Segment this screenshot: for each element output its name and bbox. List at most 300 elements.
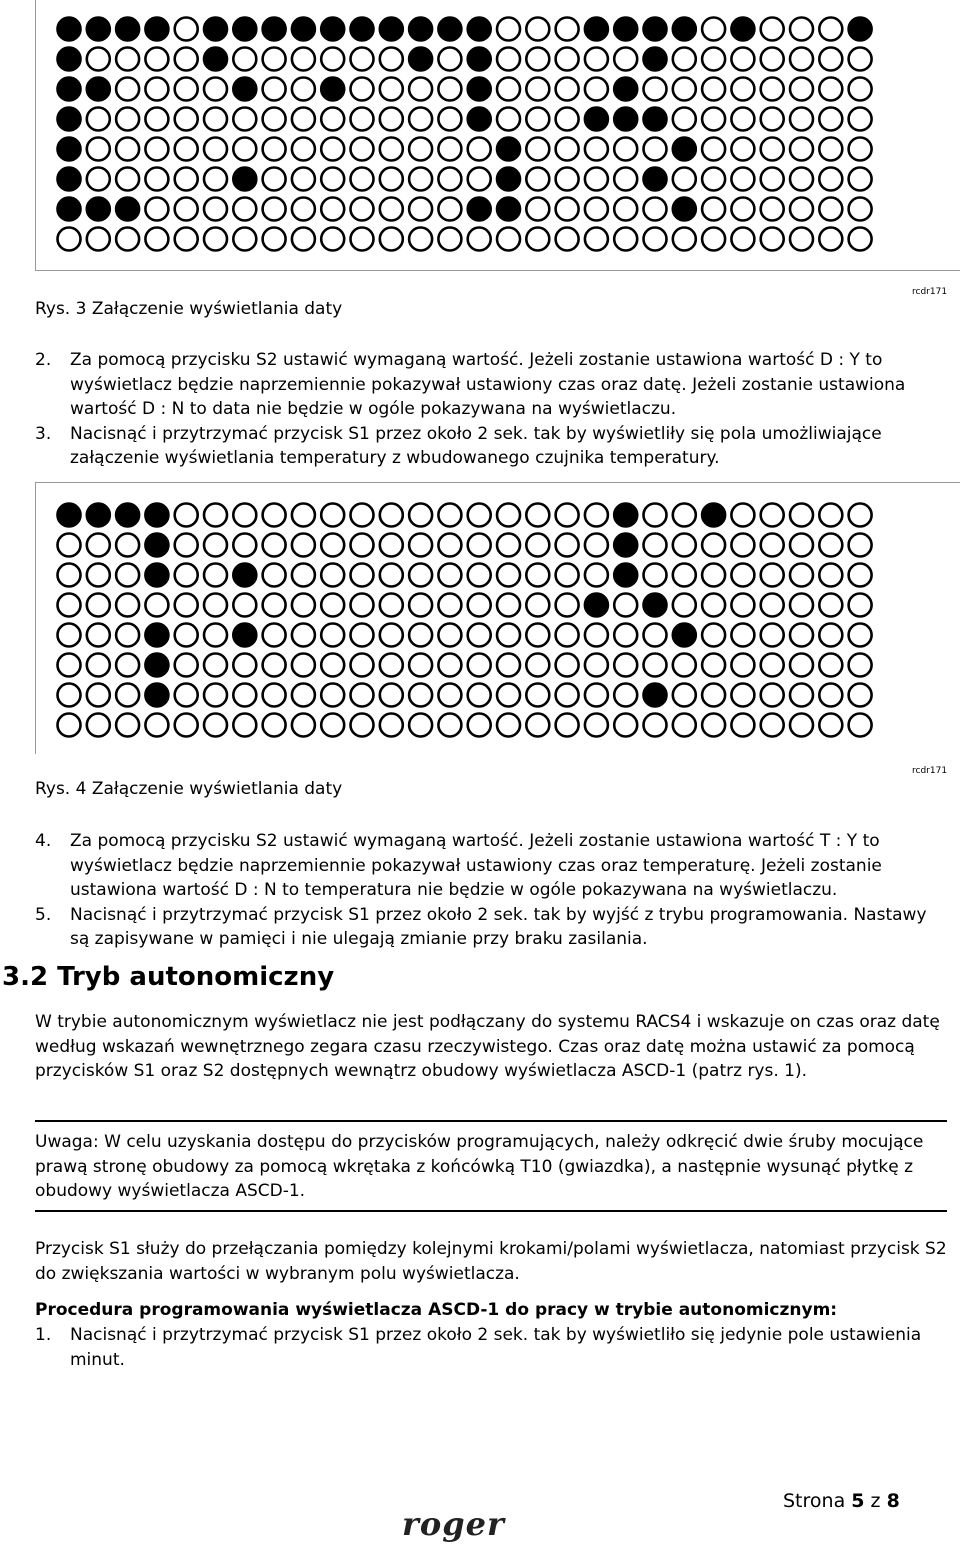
led-dot-off	[790, 684, 813, 707]
list-item-number: 2.	[35, 350, 52, 370]
list-item-number: 5.	[35, 904, 52, 925]
led-dot-on	[145, 654, 168, 677]
led-dot-on	[849, 18, 872, 41]
led-dot-off	[87, 594, 110, 617]
led-dot-off	[292, 684, 315, 707]
led-dot-off	[585, 654, 608, 677]
led-dot-off	[409, 534, 432, 557]
led-dot-off	[673, 504, 696, 527]
led-dot-off	[263, 138, 286, 161]
led-dot-off	[585, 48, 608, 71]
led-dot-off	[585, 534, 608, 557]
led-dot-off	[58, 684, 81, 707]
led-dot-off	[175, 228, 198, 251]
led-dot-off	[409, 654, 432, 677]
led-dot-off	[292, 138, 315, 161]
led-dot-off	[204, 108, 227, 131]
led-dot-off	[790, 564, 813, 587]
led-dot-off	[585, 138, 608, 161]
led-dot-off	[175, 108, 198, 131]
led-dot-off	[790, 504, 813, 527]
led-dot-off	[204, 684, 227, 707]
led-dot-off	[116, 564, 139, 587]
led-dot-off	[849, 624, 872, 647]
led-dot-off	[731, 624, 754, 647]
led-dot-off	[556, 534, 579, 557]
led-dot-off	[438, 48, 461, 71]
led-dot-off	[233, 108, 256, 131]
led-dot-off	[409, 684, 432, 707]
led-dot-off	[849, 108, 872, 131]
led-dot-off	[380, 654, 403, 677]
list-item-text: Nacisnąć i przytrzymać przycisk S1 przez około 2 sek. tak by wyświetliły się pola umożliwiające załączenie wyświetlania temperatury z wbudowanego czujnika temperatury.	[70, 423, 882, 468]
led-dot-off	[380, 48, 403, 71]
led-dot-on	[438, 18, 461, 41]
led-dot-off	[526, 564, 549, 587]
led-dot-off	[585, 198, 608, 221]
led-dot-on	[614, 504, 637, 527]
led-dot-off	[644, 138, 667, 161]
led-dot-off	[702, 624, 725, 647]
led-dot-off	[731, 108, 754, 131]
led-dot-off	[790, 594, 813, 617]
led-dot-off	[116, 594, 139, 617]
led-dot-off	[58, 534, 81, 557]
led-dot-off	[321, 534, 344, 557]
led-dot-off	[175, 534, 198, 557]
led-dot-off	[204, 714, 227, 737]
led-dot-off	[644, 198, 667, 221]
led-dot-off	[58, 654, 81, 677]
led-dot-off	[526, 48, 549, 71]
led-dot-off	[673, 534, 696, 557]
led-dot-off	[233, 48, 256, 71]
figure-4-tag: rcdr171	[912, 766, 948, 776]
led-dot-off	[292, 534, 315, 557]
led-dot-off	[116, 78, 139, 101]
led-dot-off	[380, 168, 403, 191]
led-dot-off	[526, 108, 549, 131]
led-dot-off	[819, 534, 842, 557]
led-dot-off	[849, 228, 872, 251]
led-dot-off	[849, 48, 872, 71]
led-dot-off	[819, 624, 842, 647]
led-dot-off	[497, 714, 520, 737]
led-dot-off	[556, 654, 579, 677]
led-dot-off	[585, 624, 608, 647]
led-dot-on	[58, 108, 81, 131]
led-dot-off	[409, 504, 432, 527]
procedure-title: Procedura programowania wyświetlacza ASCD-1 do pracy w trybie autonomicznym:	[35, 1300, 838, 1320]
led-dot-off	[702, 78, 725, 101]
led-dot-off	[204, 594, 227, 617]
led-dot-on	[58, 18, 81, 41]
led-dot-off	[526, 714, 549, 737]
led-dot-off	[438, 168, 461, 191]
led-dot-off	[263, 714, 286, 737]
led-dot-on	[614, 564, 637, 587]
led-dot-off	[556, 684, 579, 707]
led-dot-off	[380, 624, 403, 647]
led-dot-on	[58, 48, 81, 71]
led-dot-on	[58, 138, 81, 161]
led-dot-off	[145, 168, 168, 191]
led-dot-off	[849, 684, 872, 707]
led-dot-off	[321, 168, 344, 191]
led-dot-off	[644, 654, 667, 677]
led-dot-off	[849, 138, 872, 161]
led-dot-on	[321, 18, 344, 41]
led-dot-off	[673, 684, 696, 707]
led-dot-off	[790, 534, 813, 557]
led-dot-off	[351, 198, 374, 221]
figure-3-dot-matrix	[36, 0, 946, 268]
led-dot-off	[204, 228, 227, 251]
led-dot-off	[761, 18, 784, 41]
led-dot-on	[673, 138, 696, 161]
led-dot-off	[702, 198, 725, 221]
led-dot-on	[585, 594, 608, 617]
page-total: 8	[886, 1490, 900, 1512]
led-dot-off	[87, 624, 110, 647]
led-dot-off	[644, 228, 667, 251]
led-dot-on	[497, 138, 520, 161]
led-dot-on	[644, 168, 667, 191]
led-dot-off	[468, 504, 491, 527]
led-dot-on	[87, 18, 110, 41]
led-dot-off	[761, 684, 784, 707]
led-dot-off	[438, 624, 461, 647]
led-dot-off	[380, 714, 403, 737]
led-dot-off	[204, 198, 227, 221]
led-dot-on	[145, 504, 168, 527]
led-dot-off	[145, 48, 168, 71]
led-dot-off	[204, 564, 227, 587]
led-dot-off	[116, 138, 139, 161]
led-dot-off	[849, 78, 872, 101]
led-dot-off	[468, 684, 491, 707]
led-dot-off	[351, 654, 374, 677]
led-dot-off	[731, 168, 754, 191]
list-item-number: 1.	[35, 1325, 52, 1345]
led-dot-off	[702, 48, 725, 71]
led-dot-off	[409, 168, 432, 191]
led-dot-on	[292, 18, 315, 41]
led-dot-off	[468, 594, 491, 617]
led-dot-off	[644, 564, 667, 587]
led-dot-off	[468, 654, 491, 677]
led-dot-off	[438, 138, 461, 161]
led-dot-off	[409, 228, 432, 251]
led-dot-on	[116, 198, 139, 221]
led-dot-off	[526, 504, 549, 527]
led-dot-off	[233, 654, 256, 677]
led-dot-off	[585, 504, 608, 527]
led-dot-off	[175, 78, 198, 101]
led-dot-on	[233, 624, 256, 647]
led-dot-off	[145, 198, 168, 221]
led-dot-off	[673, 714, 696, 737]
led-dot-off	[673, 78, 696, 101]
led-dot-off	[292, 594, 315, 617]
led-dot-off	[175, 564, 198, 587]
led-dot-off	[526, 138, 549, 161]
led-dot-off	[87, 564, 110, 587]
led-dot-off	[585, 228, 608, 251]
led-dot-off	[849, 654, 872, 677]
led-dot-off	[263, 684, 286, 707]
led-dot-off	[321, 504, 344, 527]
roger-logo: roger	[402, 1505, 505, 1543]
led-dot-off	[351, 714, 374, 737]
led-dot-on	[585, 18, 608, 41]
led-dot-off	[58, 564, 81, 587]
led-dot-on	[233, 564, 256, 587]
led-dot-off	[849, 594, 872, 617]
led-dot-off	[145, 108, 168, 131]
led-dot-on	[263, 18, 286, 41]
led-dot-off	[731, 228, 754, 251]
led-dot-off	[233, 714, 256, 737]
led-dot-off	[761, 654, 784, 677]
led-dot-off	[849, 504, 872, 527]
led-dot-off	[263, 594, 286, 617]
led-dot-off	[790, 78, 813, 101]
led-dot-off	[233, 198, 256, 221]
led-dot-off	[849, 564, 872, 587]
led-dot-on	[321, 78, 344, 101]
led-dot-off	[673, 594, 696, 617]
led-dot-off	[790, 714, 813, 737]
led-dot-on	[116, 18, 139, 41]
led-dot-on	[468, 48, 491, 71]
procedure-steps	[35, 1323, 945, 1372]
led-dot-off	[409, 198, 432, 221]
led-dot-off	[263, 108, 286, 131]
led-dot-on	[644, 108, 667, 131]
led-dot-off	[409, 108, 432, 131]
led-dot-on	[58, 78, 81, 101]
led-dot-off	[321, 564, 344, 587]
led-dot-off	[790, 138, 813, 161]
list-item-number: 3.	[35, 423, 52, 444]
led-dot-off	[351, 108, 374, 131]
led-dot-on	[673, 624, 696, 647]
list-item-text: Nacisnąć i przytrzymać przycisk S1 przez około 2 sek. tak by wyjść z trybu programowania. Nastawy są zapisywane w pamięci i nie ulegają zmianie przy braku zasilania.	[70, 904, 927, 949]
led-dot-on	[497, 168, 520, 191]
led-dot-off	[233, 534, 256, 557]
led-dot-off	[175, 594, 198, 617]
led-dot-off	[644, 624, 667, 647]
led-dot-off	[58, 624, 81, 647]
list-item-text: Za pomocą przycisku S2 ustawić wymaganą wartość. Jeżeli zostanie ustawiona wartość T : Y to wyświetlacz będzie naprzemiennie pokazywał ustawiony czas oraz temperaturę. Jeżeli zostanie ustawiona wartość D : N to temperatura nie będzie w ogóle pokazywana na wyświetlaczu.	[70, 831, 882, 900]
led-dot-off	[351, 504, 374, 527]
led-dot-off	[497, 504, 520, 527]
led-dot-off	[644, 78, 667, 101]
page-separator: z	[870, 1490, 881, 1512]
led-dot-on	[468, 18, 491, 41]
led-dot-off	[321, 594, 344, 617]
steps-list-2	[35, 829, 945, 952]
led-dot-off	[556, 714, 579, 737]
led-dot-off	[292, 624, 315, 647]
led-dot-off	[175, 138, 198, 161]
led-dot-off	[438, 564, 461, 587]
led-dot-off	[321, 714, 344, 737]
led-dot-off	[526, 18, 549, 41]
led-dot-off	[263, 78, 286, 101]
led-dot-off	[351, 78, 374, 101]
led-dot-off	[761, 198, 784, 221]
list-item-text: Za pomocą przycisku S2 ustawić wymaganą wartość. Jeżeli zostanie ustawiona wartość D : Y to wyświetlacz będzie naprzemiennie pokazywał ustawiony czas oraz datę. Jeżeli zostanie ustawiona wartość D : N to data nie będzie w ogóle pokazywana na wyświetlaczu.	[70, 350, 906, 419]
led-dot-off	[497, 624, 520, 647]
led-dot-off	[409, 714, 432, 737]
led-dot-on	[351, 18, 374, 41]
led-dot-off	[731, 594, 754, 617]
led-dot-off	[644, 714, 667, 737]
led-dot-on	[409, 48, 432, 71]
led-dot-off	[409, 594, 432, 617]
figure-4-frame	[35, 482, 960, 754]
figure-3-frame	[35, 0, 960, 271]
led-dot-off	[145, 228, 168, 251]
led-dot-off	[702, 108, 725, 131]
led-dot-off	[380, 108, 403, 131]
led-dot-off	[556, 168, 579, 191]
led-dot-off	[556, 78, 579, 101]
led-dot-off	[585, 168, 608, 191]
led-dot-off	[175, 48, 198, 71]
led-dot-off	[204, 78, 227, 101]
led-dot-on	[731, 18, 754, 41]
led-dot-off	[702, 228, 725, 251]
led-dot-on	[145, 624, 168, 647]
led-dot-off	[761, 48, 784, 71]
led-dot-off	[731, 654, 754, 677]
led-dot-off	[790, 198, 813, 221]
led-dot-off	[497, 654, 520, 677]
led-dot-on	[614, 78, 637, 101]
led-dot-off	[87, 654, 110, 677]
led-dot-off	[702, 138, 725, 161]
led-dot-on	[87, 504, 110, 527]
page-number	[783, 1490, 900, 1512]
led-dot-on	[233, 18, 256, 41]
led-dot-off	[321, 48, 344, 71]
led-dot-off	[321, 228, 344, 251]
led-dot-off	[556, 228, 579, 251]
led-dot-off	[380, 138, 403, 161]
led-dot-off	[790, 168, 813, 191]
led-dot-off	[556, 108, 579, 131]
led-dot-off	[702, 714, 725, 737]
list-item-number: 4.	[35, 831, 52, 851]
led-dot-off	[116, 168, 139, 191]
led-dot-on	[468, 78, 491, 101]
led-dot-off	[761, 594, 784, 617]
led-dot-off	[321, 654, 344, 677]
led-dot-off	[87, 684, 110, 707]
led-dot-off	[556, 18, 579, 41]
led-dot-on	[468, 198, 491, 221]
led-dot-on	[145, 18, 168, 41]
led-dot-off	[731, 198, 754, 221]
led-dot-off	[761, 168, 784, 191]
led-dot-off	[351, 228, 374, 251]
led-dot-off	[556, 198, 579, 221]
led-dot-on	[497, 198, 520, 221]
led-dot-off	[292, 714, 315, 737]
led-dot-off	[468, 228, 491, 251]
led-dot-off	[731, 684, 754, 707]
led-dot-off	[731, 714, 754, 737]
led-dot-on	[87, 198, 110, 221]
led-dot-off	[819, 138, 842, 161]
led-dot-on	[585, 108, 608, 131]
led-dot-on	[58, 504, 81, 527]
led-dot-off	[116, 684, 139, 707]
led-dot-off	[761, 78, 784, 101]
led-dot-on	[233, 168, 256, 191]
led-dot-on	[673, 18, 696, 41]
led-dot-off	[702, 534, 725, 557]
led-dot-off	[321, 684, 344, 707]
led-dot-off	[116, 108, 139, 131]
led-dot-off	[438, 108, 461, 131]
led-dot-off	[585, 714, 608, 737]
led-dot-off	[175, 504, 198, 527]
led-dot-off	[526, 654, 549, 677]
led-dot-off	[556, 504, 579, 527]
led-dot-off	[468, 564, 491, 587]
led-dot-off	[116, 48, 139, 71]
led-dot-off	[614, 654, 637, 677]
led-dot-off	[556, 564, 579, 587]
led-dot-off	[380, 534, 403, 557]
led-dot-off	[849, 198, 872, 221]
led-dot-on	[644, 684, 667, 707]
led-dot-off	[145, 594, 168, 617]
steps-list-1	[35, 348, 945, 471]
led-dot-off	[731, 534, 754, 557]
led-dot-off	[351, 168, 374, 191]
led-dot-off	[87, 48, 110, 71]
led-dot-off	[731, 138, 754, 161]
led-dot-off	[263, 168, 286, 191]
led-dot-off	[702, 654, 725, 677]
led-dot-off	[673, 108, 696, 131]
led-dot-on	[673, 198, 696, 221]
led-dot-off	[497, 534, 520, 557]
led-dot-off	[263, 624, 286, 647]
led-dot-off	[409, 564, 432, 587]
led-dot-off	[614, 624, 637, 647]
led-dot-off	[351, 684, 374, 707]
led-dot-off	[702, 564, 725, 587]
led-dot-off	[497, 594, 520, 617]
led-dot-on	[380, 18, 403, 41]
led-dot-on	[204, 48, 227, 71]
led-dot-off	[263, 228, 286, 251]
led-dot-off	[468, 714, 491, 737]
led-dot-off	[351, 48, 374, 71]
led-dot-off	[526, 594, 549, 617]
led-dot-off	[87, 138, 110, 161]
led-dot-off	[438, 654, 461, 677]
led-dot-off	[409, 624, 432, 647]
led-dot-off	[321, 138, 344, 161]
led-dot-off	[116, 228, 139, 251]
